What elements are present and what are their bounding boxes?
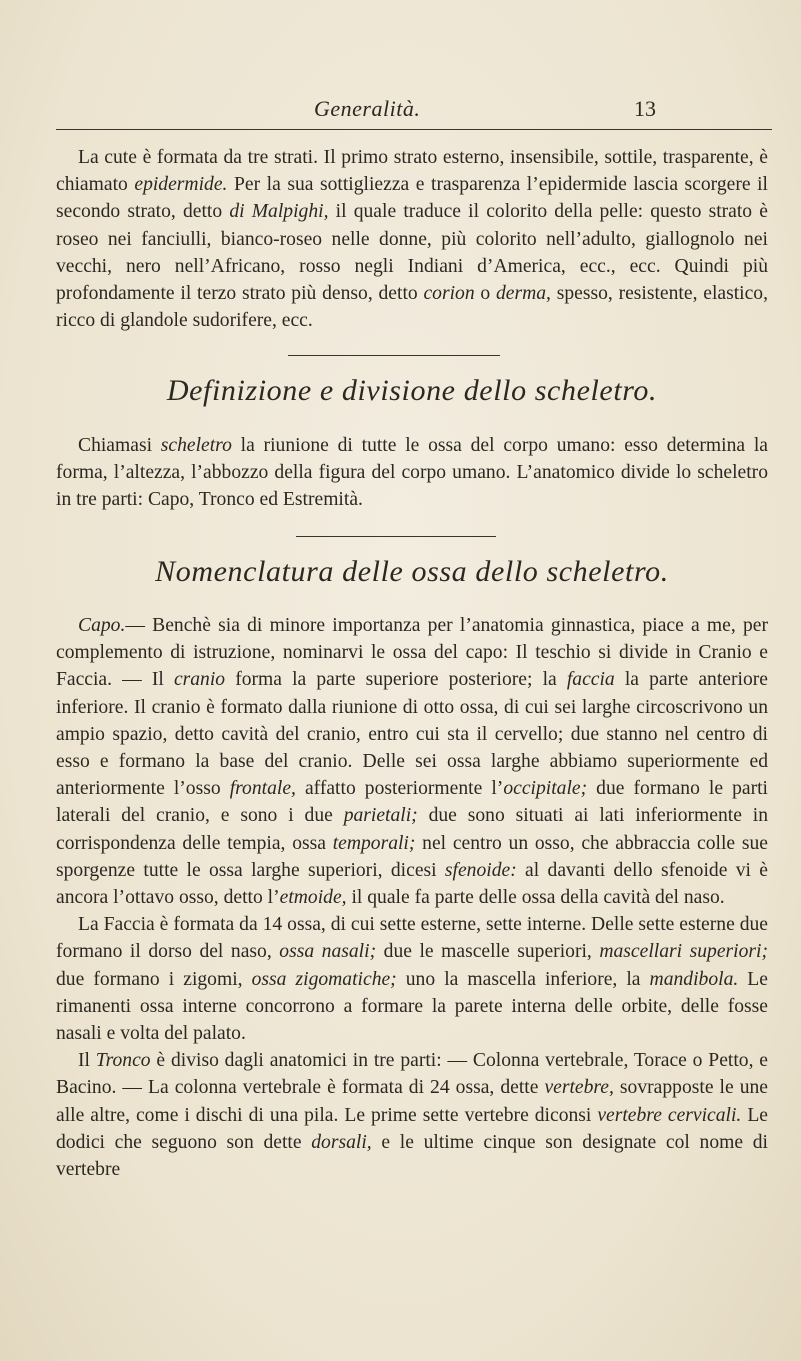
section-heading-nomenclatura: Nomenclatura delle ossa dello scheletro.: [155, 555, 669, 588]
running-title: Generalità.: [314, 96, 421, 121]
paragraph-definizione: [56, 432, 768, 514]
section-divider: [288, 355, 500, 356]
section-divider: [296, 536, 496, 537]
paragraph-text: Capo.— Benchè sia di minore importanza per l’anatomia ginnastica, piace a me, per complemento di istruzione, nominarvi le ossa del capo: Il teschio si divide in Cranio e Faccia. — Il cranio forma la parte superiore posteriore; la faccia la parte anteriore inferiore. Il cranio è formato dalla riunione di otto ossa, di cui sei larghe circoscrivono un ampio spazio, detto cavità del cranio, entro cui sta il cervello; due stanno nel centro di esso e formano la base del cranio. Delle sei ossa larghe abbiamo superiormente ed anteriormente l’osso frontale, affatto posteriormente l’occipitale; due formano le parti laterali del cranio, e sono i due parietali; due sono situati ai lati inferiormente in corrispondenza delle tempia, ossa temporali; nel centro un osso, che abbraccia colle sue sporgenze tutte le ossa larghe superiori, dicesi sfenoide: al davanti dello sfenoide vi è ancora l’ottavo osso, detto l’etmoide, il quale fa parte delle ossa della cavità del naso.: [56, 615, 768, 909]
page-number: 13: [634, 96, 656, 121]
paragraph-capo: [56, 612, 768, 1183]
section-heading-definizione: Definizione e divisione dello scheletro.: [166, 374, 658, 407]
paragraph-cute: [56, 144, 768, 334]
paragraph-text: La Faccia è formata da 14 ossa, di cui sette esterne, sette interne. Delle sette esterne due formano il dorso del naso, ossa nasali; due le mascelle superiori, mascellari superiori; due formano i zigomi, ossa zigomatiche; uno la mascella inferiore, la mandibola. Le rimanenti ossa interne concorrono a formare la parete interna delle orbite, delle fosse nasali e volta del palato.: [56, 914, 768, 1045]
paragraph-text: Il Tronco è diviso dagli anatomici in tre parti: — Colonna vertebrale, Torace o Petto, e Bacino. — La colonna vertebrale è formata di 24 ossa, dette vertebre, sovrapposte le une alle altre, come i dischi di una pila. Le prime sette vertebre diconsi vertebre cervicali. Le dodici che seguono son dette dorsali, e le ultime cinque son designate col nome di vertebre: [56, 1050, 768, 1181]
paragraph-text: La cute è formata da tre strati. Il primo strato esterno, insensibile, sottile, trasparente, è chiamato epidermide. Per la sua sottigliezza e trasparenza l’epidermide lascia scorgere il secondo strato, detto di Malpighi, il quale traduce il colorito della pelle: questo strato è roseo nei fanciulli, bianco-roseo nelle donne, più colorito nell’adulto, giallognolo nei vecchi, nero nell’Africano, rosso negli Indiani d’America, ecc., ecc. Quindi più profondamente il terzo strato più denso, detto corion o derma, spesso, resistente, elastico, ricco di glandole sudorifere, ecc.: [56, 147, 769, 332]
paragraph-text: Chiamasi scheletro la riunione di tutte le ossa del corpo umano: esso determina la forma, l’altezza, l’abbozzo della figura del corpo umano. L’anatomico divide lo scheletro in tre parti: Capo, Tronco ed Estremità.: [56, 435, 768, 511]
header-rule: [56, 129, 772, 130]
